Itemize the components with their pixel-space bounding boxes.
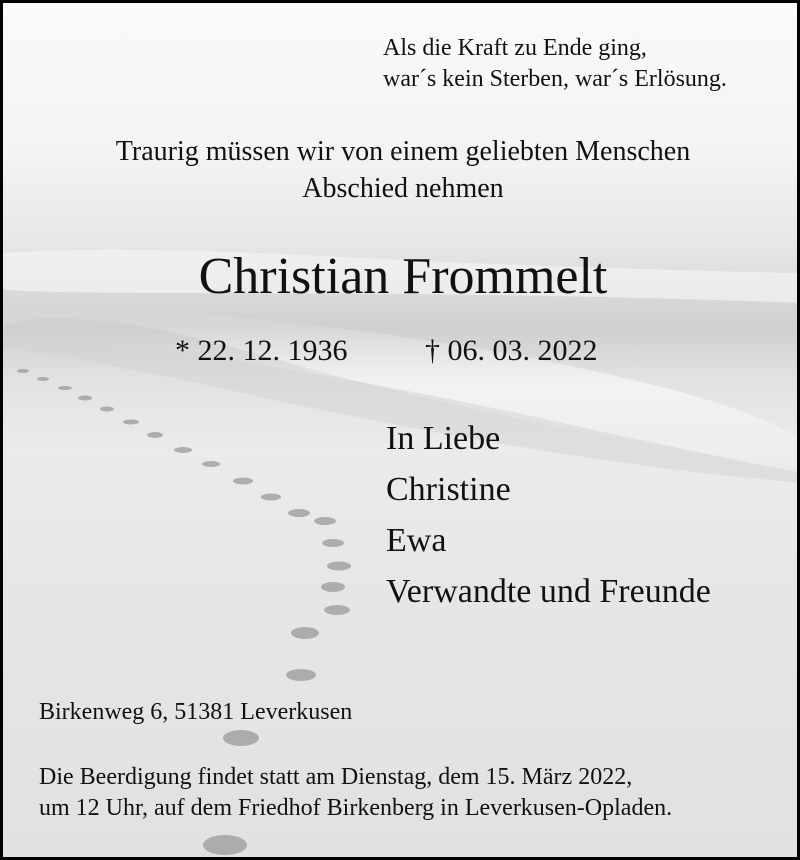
motto-line-1: Als die Kraft zu Ende ging, [383,35,647,61]
intro-line-1: Traurig müssen wir von einem geliebten Menschen [115,136,691,167]
mourner-line: In Liebe [386,420,501,457]
death-date: † 06. 03. 2022 [425,334,598,367]
mourner-line: Ewa [386,522,447,559]
intro-text [3,133,800,207]
funeral-line-2: um 12 Uhr, auf dem Friedhof Birkenberg in Leverkusen-Opladen. [39,795,673,821]
funeral-info [39,762,672,824]
address: Birkenweg 6, 51381 Leverkusen [39,699,353,725]
mourners-list [386,413,711,617]
motto [383,33,727,95]
mourner-line: Verwandte und Freunde [386,573,711,610]
funeral-line-1: Die Beerdigung findet statt am Dienstag, dem 15. März 2022, [39,764,633,790]
intro-line-2: Abschied nehmen [302,173,504,204]
motto-line-2: war´s kein Sterben, war´s Erlösung. [383,66,727,92]
birth-date: * 22. 12. 1936 [175,334,348,367]
deceased-name: Christian Frommelt [198,248,608,305]
mourner-line: Christine [386,471,511,508]
